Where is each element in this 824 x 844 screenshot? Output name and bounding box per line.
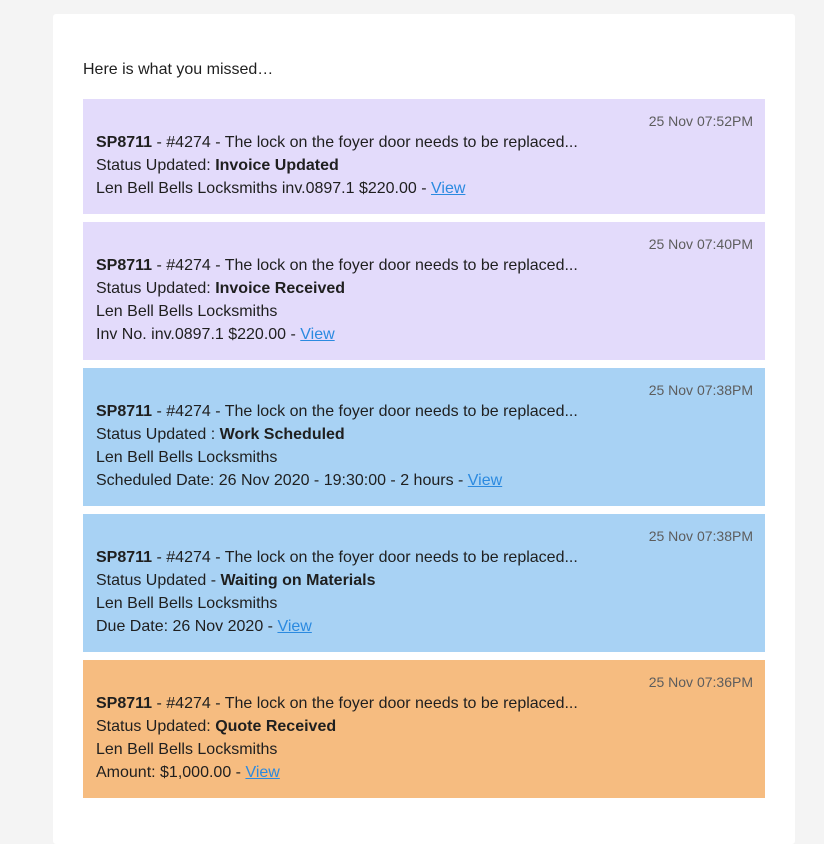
detail-line: Len Bell Bells Locksmiths	[96, 449, 278, 466]
notification-summary-line	[96, 131, 753, 154]
detail-line-with-link	[96, 177, 753, 200]
status-label: Status Updated -	[96, 572, 221, 589]
status-label: Status Updated:	[96, 157, 216, 174]
detail-text: Len Bell Bells Locksmiths inv.0897.1 $220.00 -	[96, 180, 432, 197]
notification-timestamp: 25 Nov 07:40PM	[648, 236, 753, 252]
notification-summary-line	[96, 692, 753, 715]
view-link[interactable]: View	[431, 180, 466, 197]
job-id: SP8711	[96, 403, 153, 420]
job-summary: - #4274 - The lock on the foyer door needs to be replaced...	[152, 134, 578, 151]
status-label: Status Updated:	[96, 280, 216, 297]
status-value: Waiting on Materials	[220, 572, 376, 589]
status-line	[96, 569, 753, 592]
notification-summary-line	[96, 400, 753, 423]
detail-line: Len Bell Bells Locksmiths	[96, 741, 278, 758]
status-value: Quote Received	[215, 718, 337, 735]
notification-item	[83, 222, 765, 360]
detail-text: Due Date: 26 Nov 2020 -	[96, 618, 278, 635]
detail-line-with-link	[96, 761, 753, 784]
job-summary: - #4274 - The lock on the foyer door needs to be replaced...	[152, 257, 578, 274]
notification-item	[83, 99, 765, 214]
detail-line: Len Bell Bells Locksmiths	[96, 303, 278, 320]
detail-line: Len Bell Bells Locksmiths	[96, 595, 278, 612]
detail-line-with-link	[96, 323, 753, 346]
detail-text: Scheduled Date: 26 Nov 2020 - 19:30:00 - 2 hours -	[96, 472, 468, 489]
status-label: Status Updated :	[96, 426, 220, 443]
status-value: Invoice Received	[215, 280, 346, 297]
job-id: SP8711	[96, 549, 153, 566]
job-summary: - #4274 - The lock on the foyer door needs to be replaced...	[152, 549, 578, 566]
view-link[interactable]: View	[277, 618, 312, 635]
job-id: SP8711	[96, 695, 153, 712]
detail-text: Inv No. inv.0897.1 $220.00 -	[96, 326, 301, 343]
notification-item	[83, 368, 765, 506]
notification-summary-line	[96, 546, 753, 569]
status-line	[96, 154, 753, 177]
notification-timestamp: 25 Nov 07:36PM	[648, 674, 753, 690]
detail-line-with-link	[96, 469, 753, 492]
job-id: SP8711	[96, 257, 153, 274]
status-value: Invoice Updated	[215, 157, 339, 174]
job-summary: - #4274 - The lock on the foyer door needs to be replaced...	[152, 695, 578, 712]
notification-summary-line	[96, 254, 753, 277]
status-value: Work Scheduled	[219, 426, 345, 443]
notification-item	[83, 660, 765, 798]
status-line	[96, 277, 753, 300]
detail-text: Amount: $1,000.00 -	[96, 764, 246, 781]
notification-timestamp: 25 Nov 07:38PM	[648, 382, 753, 398]
job-summary: - #4274 - The lock on the foyer door needs to be replaced...	[152, 403, 578, 420]
status-line	[96, 715, 753, 738]
job-id: SP8711	[96, 134, 153, 151]
view-link[interactable]: View	[467, 472, 503, 489]
detail-line-with-link	[96, 615, 753, 638]
status-label: Status Updated:	[96, 718, 216, 735]
intro-text: Here is what you missed…	[83, 61, 274, 78]
view-link[interactable]: View	[245, 764, 280, 781]
notification-timestamp: 25 Nov 07:38PM	[648, 528, 753, 544]
notification-timestamp: 25 Nov 07:52PM	[648, 113, 753, 129]
notification-list	[83, 99, 765, 798]
status-line	[96, 423, 753, 446]
view-link[interactable]: View	[300, 326, 335, 343]
email-card	[53, 14, 795, 844]
notification-item	[83, 514, 765, 652]
